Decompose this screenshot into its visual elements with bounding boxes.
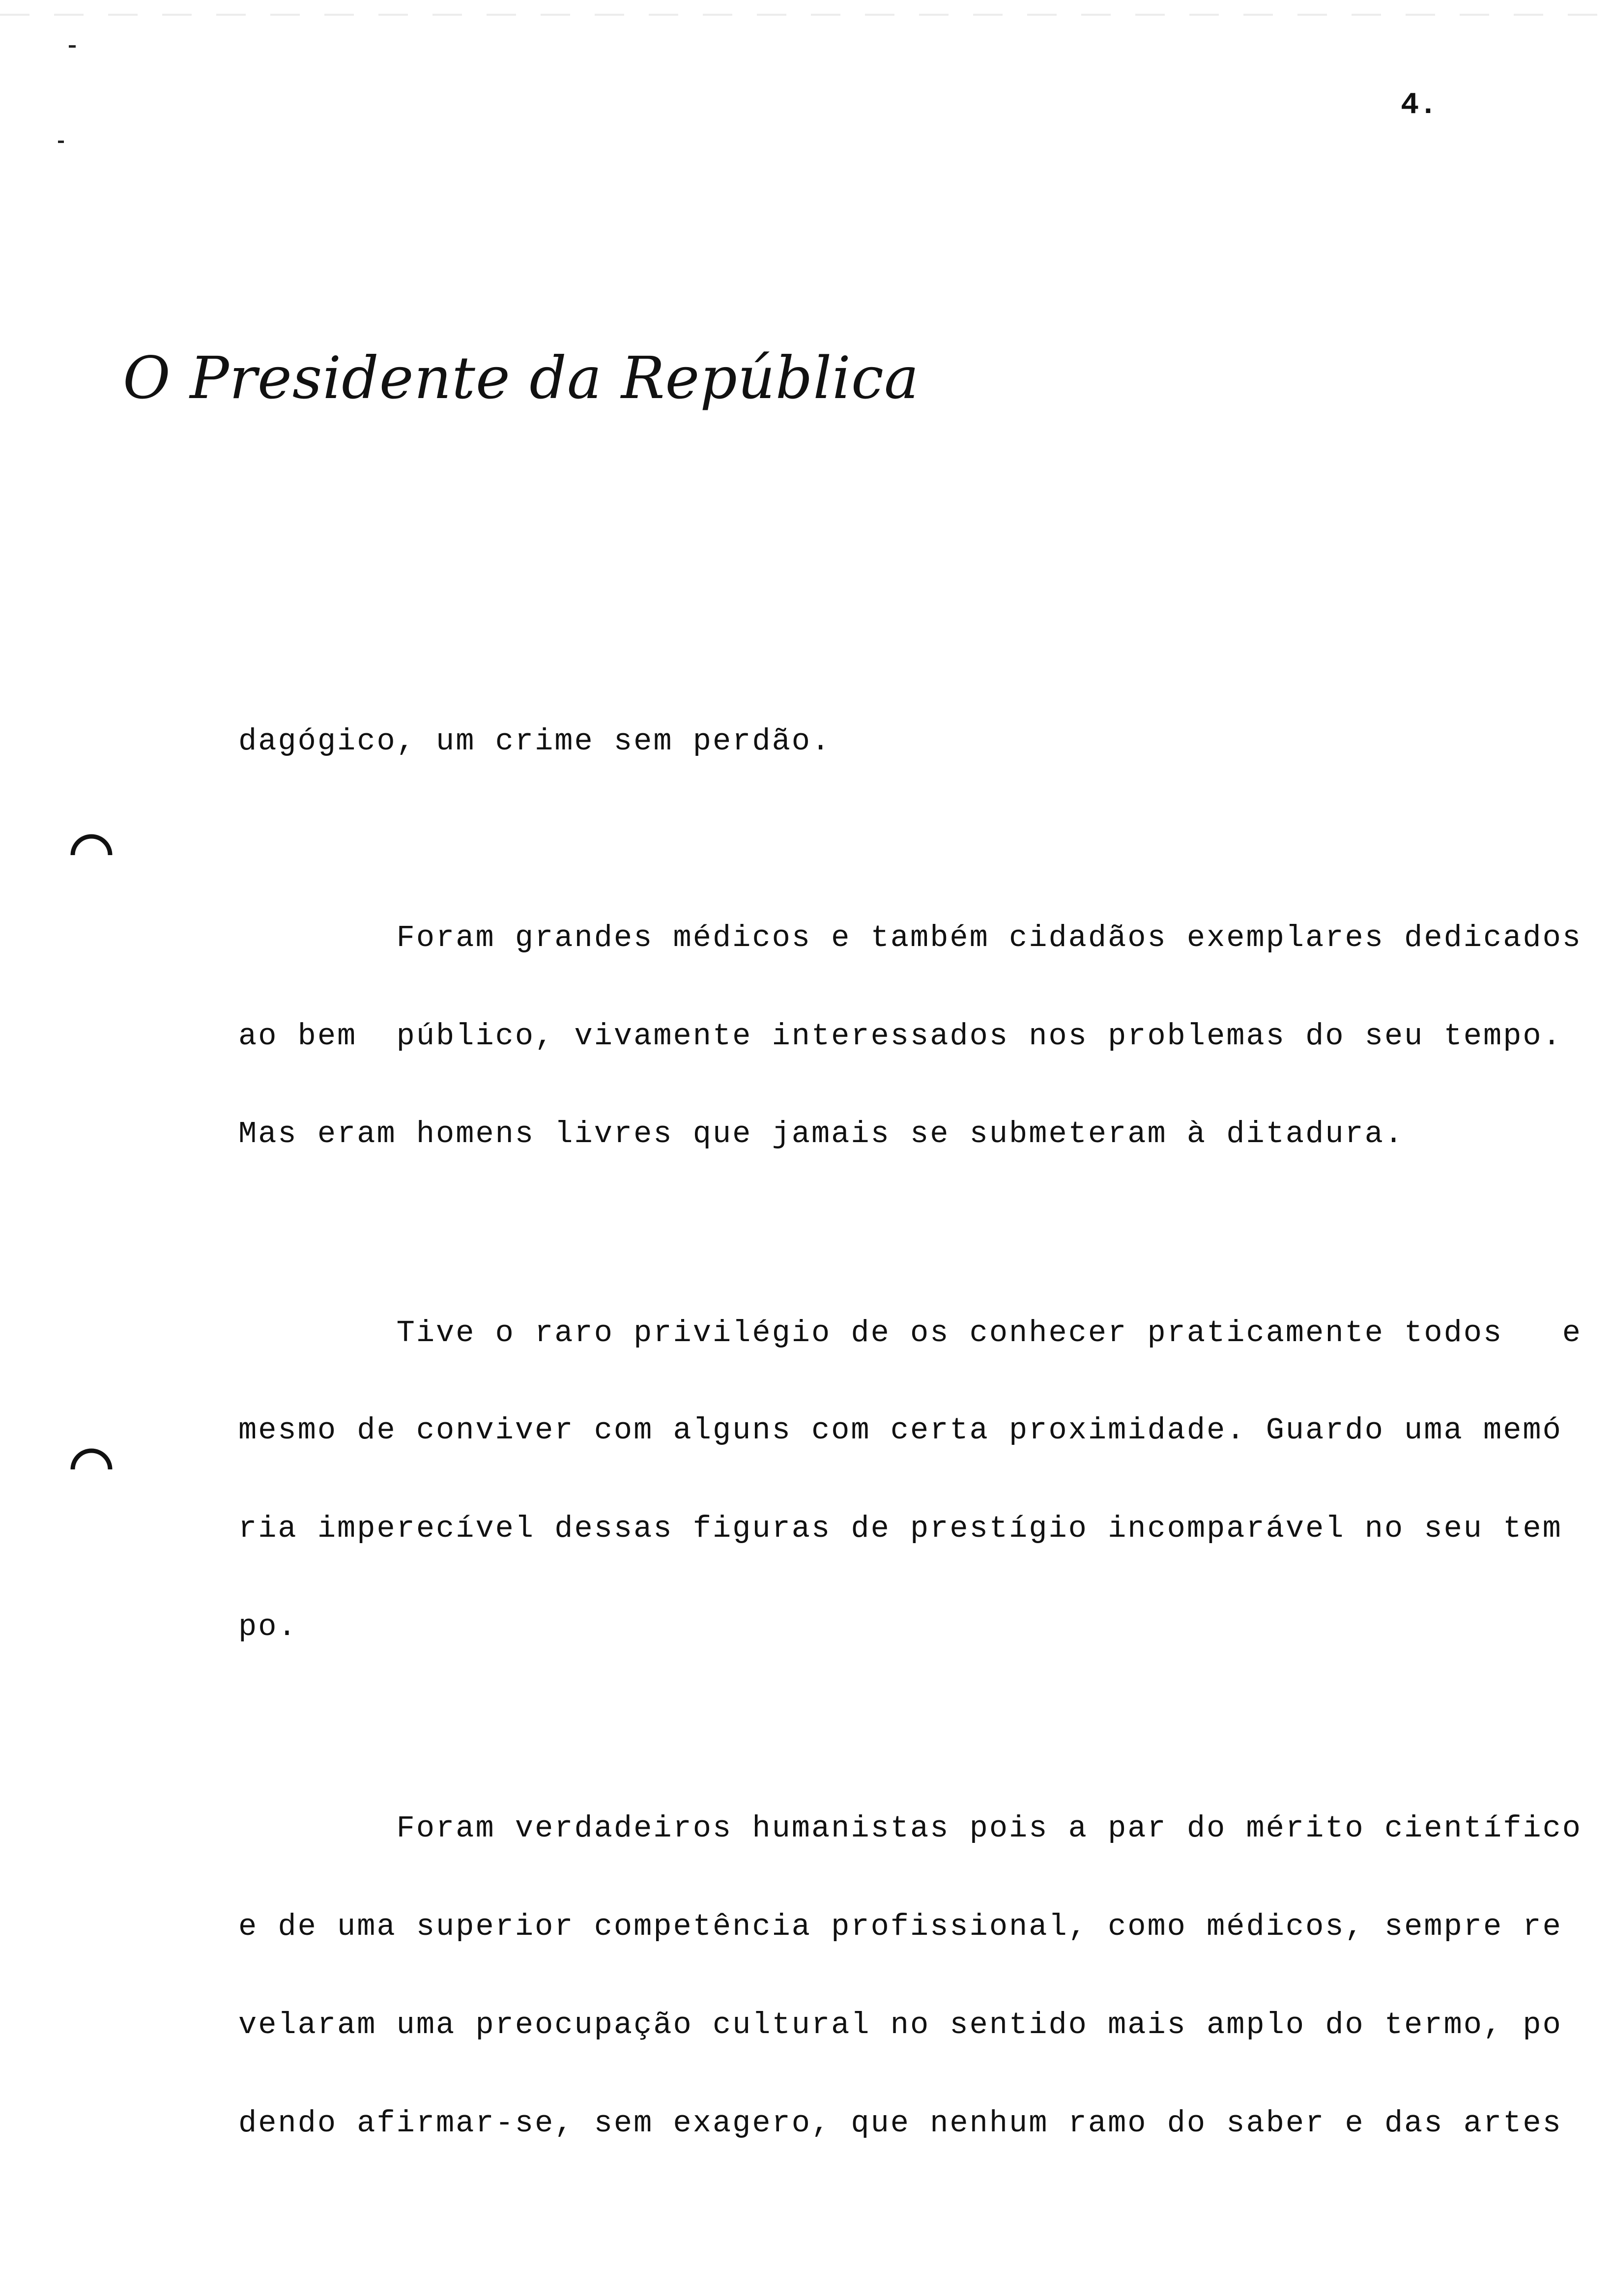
margin-mark — [58, 141, 64, 143]
letterhead-title: O Presidente da República — [123, 344, 920, 412]
page-number: 4. — [1401, 87, 1438, 122]
paragraph-line: ao bem público, vivamente interessados nos problemas do seu tempo. — [238, 1019, 1562, 1054]
paragraph-line: Tive o raro privilégio de os conhecer praticamente todos e — [238, 1316, 1583, 1350]
paragraph-line: dendo afirmar-se, sem exagero, que nenhum ramo do saber e das artes — [238, 2106, 1562, 2141]
paragraph-line: po. — [238, 1609, 298, 1644]
paragraph-line: mesmo de conviver com alguns com certa proximidade. Guardo uma memó — [238, 1413, 1562, 1448]
paragraph-line: Foram grandes médicos e também cidadãos exemplares dedicados — [238, 920, 1583, 955]
paragraph-line: ria imperecível dessas figuras de prestígio incomparável no seu tem — [238, 1511, 1562, 1546]
paragraph-line: Mas eram homens livres que jamais se submeteram à ditadura. — [238, 1117, 1405, 1151]
margin-mark — [69, 45, 76, 48]
punch-hole-icon — [69, 1430, 113, 1474]
paragraph-line: e de uma superior competência profissional, como médicos, sempre re — [238, 1909, 1562, 1944]
paragraph-line: velaram uma preocupação cultural no sentido mais amplo do termo, po — [238, 2008, 1562, 2042]
paragraph-line: dagógico, um crime sem perdão. — [238, 724, 832, 759]
scan-artifact-line — [0, 14, 1612, 16]
punch-hole-icon — [69, 816, 113, 860]
paragraph-line: Foram verdadeiros humanistas pois a par do mérito científico — [238, 1811, 1583, 1846]
